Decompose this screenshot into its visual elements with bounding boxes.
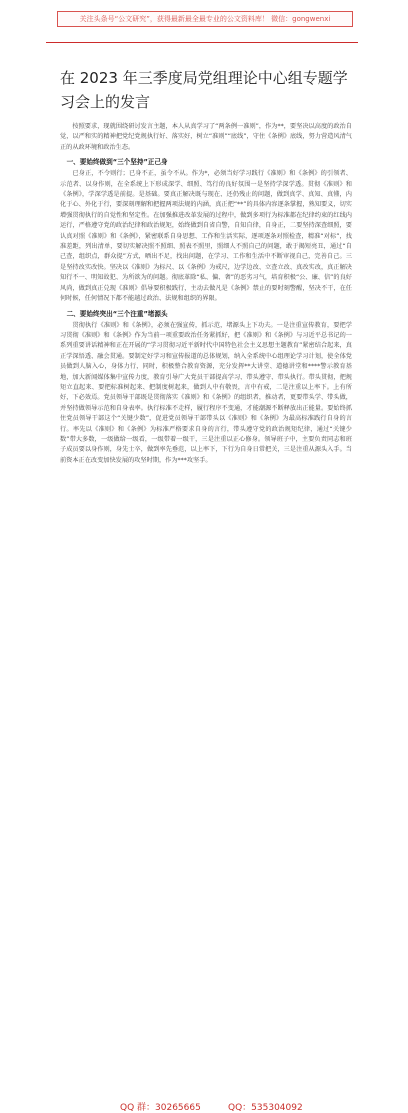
document-body (60, 122, 352, 466)
promo-banner[interactable]: 关注头条号“公文研究”，获得最新最全最专业的公文资料库！ 微信：gongwenxi (57, 11, 353, 27)
section-heading-1: 一、要始终做到“三个坚持”正己身 (66, 158, 168, 167)
qq-group-number: QQ 群：30265665 (120, 1103, 201, 1113)
intro-paragraph: 按照要求，现就围绕研讨发言主题，本人从真学习了“两条例一准则”，作为**，要坚决以高度的政治自觉，以严和实的精神把党纪党规执行好、落实好，树立“准则”“底线”，守住《条例》底线，努力营造风清气正的从政环境和政治生态。 (60, 123, 352, 151)
qq-contact-number: QQ：535304092 (228, 1103, 303, 1113)
section-heading-2: 二、要始终突出“三个注重”堵源头 (66, 309, 168, 318)
header-bar (0, 0, 408, 44)
section-2-paragraph: 贯彻执行《准则》和《条例》，必须在强宣传，抓示范，堵源头上下功夫。一是注重宣传教育，要把学习贯彻《准则》和《条例》作为当前一项重要政治任务紧抓好，把《准则》和《条例》与习近平总书记的一系列重要讲话精神和正在开展的“学习贯彻习近平新时代中国特色社会主义思想主题教育”紧密结合起来，真正学深悟透、融会贯通。要制定好学习和宣传报道的总体规划，纳入全系统中心组理论学习计划，使全体党员做到人脑入心，身体力行，同时，积极整合教育资源，充分发挥**大讲堂、道德讲堂和****警示教育基地，加大新闻媒体集中宣传力度，教育引导广大党员干部提高学习、带头遵守、带头执行。带头贯彻，把规矩立直起来、要把标准树起来、把制度树起来，做到人中有敬畏，言中有戒，二是注重以上率下。上有所好，下必效焉。党员领导干部既是贯彻落实《准则》和《条例》的组织者，推动者，更要带头学、带头做，并坚持做领导示范和自身表率。执行标准不走样，履行程序不变通，才能潮源不断释放出正能量。要始终抓住党员领导干部这个“关键少数”，促进党员领导干部带头以《准则》和《条例》为最高标准践行自身的言行。率先以《准则》和《条例》为标准严格要求自身的言行，带头遵守党的政治规矩纪律，通过“关键少数”带大多数，一级做给一级看，一级带着一级干，三是注重以正心修身。领导班子中，主要负责同志和班子成员要以身作则，身先士卒，做到率先垂范，以上率下，下行为自身日常把关，三是注重从源头入手。当前资本正在改变加快发展的攻坚时期，作为***攻坚手。 (60, 321, 352, 464)
header-divider (46, 42, 358, 43)
footer (0, 548, 408, 1113)
document-title: 在 2023 年三季度局党组理论中心组专题学习会上的发言 (60, 69, 348, 111)
section-1-paragraph: 已身正，不令则行；已身不正，虽令不从。作为*，必须当好学习践行《准则》和《条例》的引领者、示范者、以身作则，在全系统上下形成深学、细照、笃行的良好氛围一是坚持学深学透。贯彻《准则》和《条例》，学深学透是前提。是基础。要真正解决既与现在、还仍残止的问题，做到真学、真知、真懂，内化于心、外化于行，要深刻理解和把握两项法规的内涵，真正把“**”的具体内容逐条掌握，熟知要义，切实增强贯彻执行的自觉性和坚定性。在加强推进改革发展的过程中，做到多项行为标准都在纪律约束的红线内运行，严格遵守党的政治纪律和政治规矩，始终做到自省自警，自知自律，自身正，二要坚持深查细照，要认真对照《准则》和《条例》，紧密联系自身思想、工作和生活实际，逐项逐条对照检查，精准“对标”，找准差距，列出清单，要切实解决照不照细、照表不照里，照细人不照自己的问题，敢于揭短亮丑，通过“自己查，组织点，群众提”方式，晒出不足，找出问题，在学习、工作和生活中不断审视自己，完善自己。三是坚持改实改快。坚决以《准则》为标尺、以《条例》为戒尺，边学边改、立查立改、真改实改，真正解决知行不一、明知故犯、为所欲为的问题。彻底革除“私、偏、奢”的恶劣习气，培育积极“公、廉、信”的良好风尚，做到真正兑现《准则》倡导要积极践行，主动去做凡是《条例》禁止的要时刻警醒，坚决不干，在任何时候，任何情况下都不能越过政治、法规和组织的界限。 (60, 170, 352, 303)
